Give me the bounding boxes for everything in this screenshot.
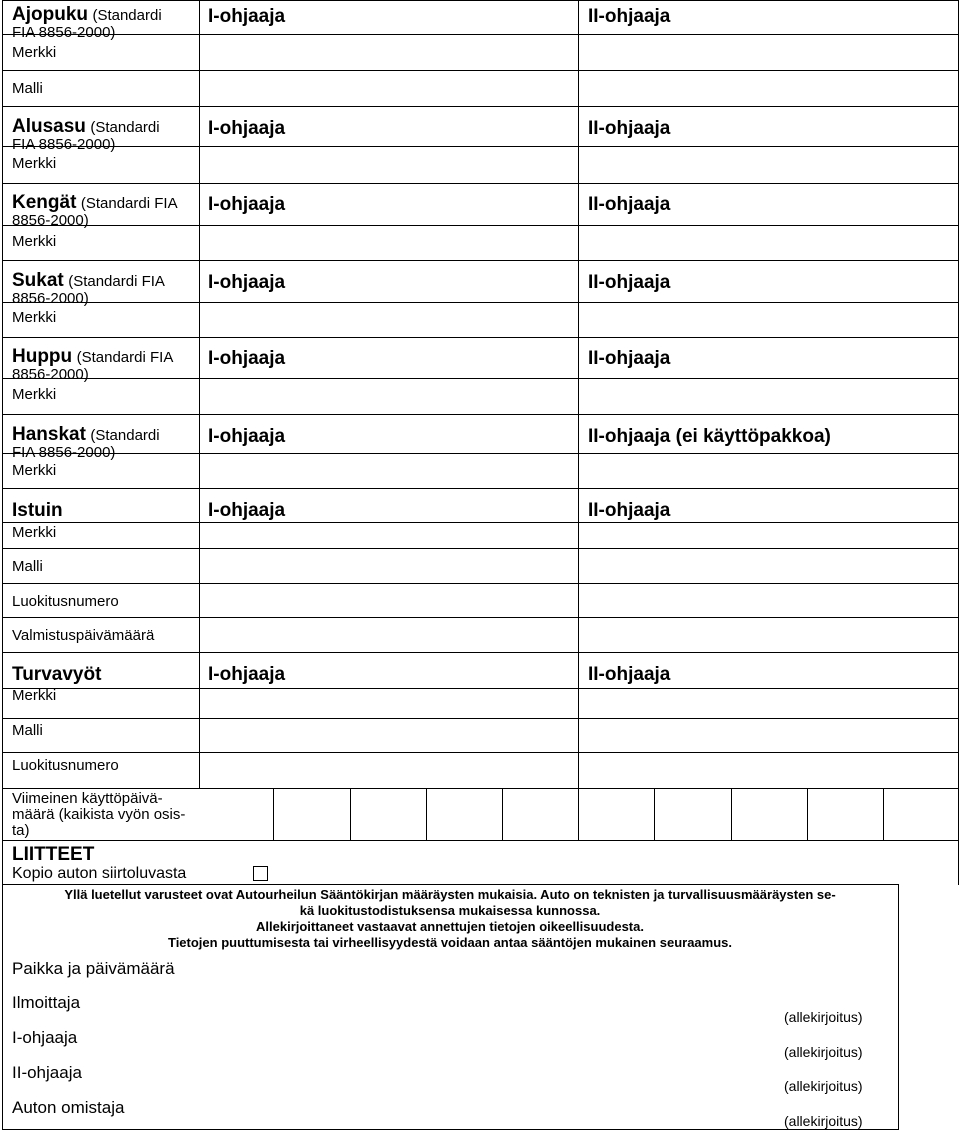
declaration-line: Allekirjoittaneet vastaavat annettujen tietojen oikeellisuudesta. — [256, 919, 644, 934]
standard-label: 8856-2000) — [12, 366, 89, 383]
label-merkki: Merkki — [12, 44, 57, 61]
standard-label: FIA 8856-2000) — [12, 24, 116, 41]
col-header-driver2: II-ohjaaja — [588, 118, 671, 139]
label-merkki: Merkki — [12, 233, 57, 250]
standard-label: (Standardi — [92, 7, 162, 24]
declaration-text — [4, 887, 896, 951]
col-header-driver2: II-ohjaaja — [588, 272, 671, 293]
declaration-line: kä luokitustodistuksensa mukaisessa kunnossa. — [299, 903, 601, 918]
label-line: Viimeinen käyttöpäivä- — [12, 790, 163, 807]
place-date-label: Paikka ja päivämäärä — [12, 959, 175, 978]
section-istuin-title: Istuin — [12, 500, 63, 521]
col-header-driver1: I-ohjaaja — [208, 272, 286, 293]
standard-label: (Standardi FIA — [68, 273, 165, 290]
standard-label: (Standardi FIA — [76, 349, 174, 366]
section-title: Kengät — [12, 192, 77, 213]
section-title: Alusasu — [12, 116, 86, 137]
col-header-driver1: I-ohjaaja — [208, 6, 286, 27]
standard-label: 8856-2000) — [12, 212, 89, 229]
signature-hint: (allekirjoitus) — [784, 1113, 863, 1129]
signer-driver1: I-ohjaaja — [12, 1028, 78, 1047]
standard-label: FIA 8856-2000) — [12, 444, 116, 461]
col-header-driver2: II-ohjaaja — [588, 6, 671, 27]
label-merkki: Merkki — [12, 524, 57, 541]
col-header-driver1: I-ohjaaja — [208, 664, 286, 685]
standard-label: (Standardi — [90, 427, 160, 444]
signature-hint: (allekirjoitus) — [784, 1044, 863, 1060]
label-line: määrä (kaikista vyön osis- — [12, 806, 186, 823]
section-title: Ajopuku — [12, 4, 88, 25]
label-merkki: Merkki — [12, 386, 57, 403]
declaration-line: Yllä luetellut varusteet ovat Autourheilun Sääntökirjan määräysten mukaisia. Auto on teknisten ja turvallisuusmääräysten se- — [64, 887, 836, 902]
col-header-driver1: I-ohjaaja — [208, 426, 286, 447]
label-merkki: Merkki — [12, 155, 57, 172]
label-viimeinen-kayttopaivamaara — [12, 791, 185, 839]
label-malli: Malli — [12, 722, 43, 739]
col-header-driver1: I-ohjaaja — [208, 500, 286, 521]
section-turvavyot-title: Turvavyöt — [12, 664, 102, 685]
section-ajopuku — [12, 6, 197, 41]
label-merkki: Merkki — [12, 687, 57, 704]
section-title: Sukat — [12, 270, 64, 291]
label-line: ta) — [12, 822, 30, 839]
standard-label: (Standardi — [90, 119, 160, 136]
col-header-driver1: I-ohjaaja — [208, 118, 286, 139]
signature-hint: (allekirjoitus) — [784, 1009, 863, 1025]
copy-permit-label: Kopio auton siirtoluvasta — [12, 865, 187, 882]
col-header-driver2: II-ohjaaja — [588, 664, 671, 685]
standard-label: (Standardi FIA — [80, 195, 178, 212]
label-luokitusnumero: Luokitusnumero — [12, 757, 119, 774]
label-malli: Malli — [12, 80, 43, 97]
label-merkki: Merkki — [12, 309, 57, 326]
signer-ilmoittaja: Ilmoittaja — [12, 993, 81, 1012]
declaration-line: Tietojen puuttumisesta tai virheellisyydestä voidaan antaa sääntöjen mukainen seuraamus. — [167, 935, 732, 950]
signer-owner: Auton omistaja — [12, 1098, 125, 1117]
liitteet-title: LIITTEET — [12, 844, 95, 865]
label-malli: Malli — [12, 558, 43, 575]
section-huppu — [12, 348, 197, 383]
standard-label: FIA 8856-2000) — [12, 136, 116, 153]
label-valmistuspaivamaara: Valmistuspäivämäärä — [12, 627, 155, 644]
section-title: Huppu — [12, 346, 73, 367]
col-header-driver1: I-ohjaaja — [208, 348, 286, 369]
label-luokitusnumero: Luokitusnumero — [12, 593, 119, 610]
label-merkki: Merkki — [12, 462, 57, 479]
col-header-driver2: II-ohjaaja — [588, 500, 671, 521]
section-alusasu — [12, 118, 197, 153]
col-header-driver2-no-requirement: II-ohjaaja (ei käyttöpakkoa) — [588, 426, 831, 447]
section-hanskat — [12, 426, 197, 461]
section-kengat — [12, 194, 197, 229]
standard-label: 8856-2000) — [12, 290, 89, 307]
section-sukat — [12, 272, 197, 307]
signer-driver2: II-ohjaaja — [12, 1063, 82, 1082]
signature-hint: (allekirjoitus) — [784, 1078, 863, 1094]
section-title: Hanskat — [12, 424, 86, 445]
col-header-driver2: II-ohjaaja — [588, 194, 671, 215]
col-header-driver2: II-ohjaaja — [588, 348, 671, 369]
copy-permit-checkbox[interactable] — [253, 866, 268, 881]
col-header-driver1: I-ohjaaja — [208, 194, 286, 215]
